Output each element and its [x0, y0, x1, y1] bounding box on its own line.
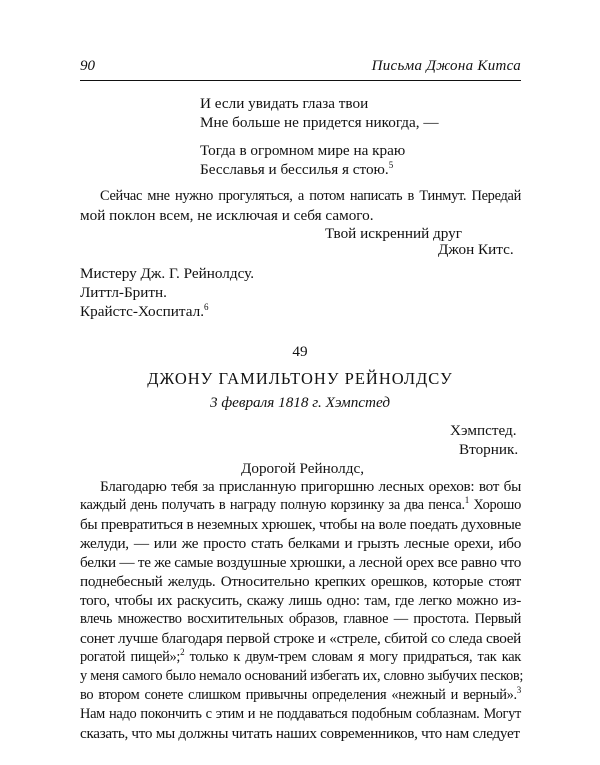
- weekday-line: Вторник.: [459, 441, 519, 458]
- greeting: Дорогой Рейнолдс,: [241, 460, 364, 477]
- body-line: сонет лучше благодаря первой строке и «стреле, сбитой со следа своей: [80, 630, 521, 647]
- body-line: сказать, что мы должны читать наших современников, что нам следует: [80, 725, 520, 742]
- signature: Джон Китс.: [438, 241, 514, 258]
- footnote-ref[interactable]: 6: [204, 302, 209, 312]
- body-line: желуди, — или же просто стать белками и грызть лесные орехи, ибо: [80, 535, 521, 552]
- body-line: Сейчас мне нужно прогуляться, а потом написать в Тинмут. Передай: [100, 188, 521, 204]
- poem-line: Тогда в огромном мире на краю: [200, 142, 406, 159]
- body-line: во втором сонете слишком привычны определения «нежный и верный».$^3$: [80, 685, 521, 703]
- footnote-ref[interactable]: 2: [180, 647, 185, 657]
- address-line: Мистеру Дж. Г. Рейнолдсу.: [80, 265, 254, 282]
- body-line: Благодарю тебя за присланную пригоршню лесных орехов: вот бы: [100, 478, 521, 495]
- body-line: каждый день получать в награду полную корзинку за два пенса.$^1$ Хорошо: [80, 495, 521, 513]
- body-line: бы превратиться в неземных хрюшек, чтобы на воле поедать духовные: [80, 516, 521, 533]
- page-number: 90: [80, 58, 95, 74]
- letter-number: 49: [292, 343, 308, 360]
- poem-line: Мне больше не придется никогда, —: [200, 114, 439, 131]
- closing: Твой искренний друг: [325, 225, 462, 242]
- footnote-ref[interactable]: 5: [388, 160, 394, 170]
- header-rule: [80, 80, 521, 81]
- body-line: того, чтобы их раскусить, скажу лишь одно: там, где легко можно из-: [80, 592, 521, 609]
- footnote-ref[interactable]: 1: [464, 495, 469, 505]
- letter-title: ДЖОНУ ГАМИЛЬТОНУ РЕЙНОЛДСУ: [147, 369, 453, 388]
- address-line: Литтл-Бритн.: [80, 284, 167, 301]
- running-header: [80, 58, 521, 82]
- body-line: у меня самого было немало оснований избегать их, словно зыбучих песков;: [80, 668, 524, 684]
- address-line: Крайстс-Хоспитал.$^6$: [80, 302, 209, 320]
- poem-line: И если увидать глаза твои: [200, 95, 369, 112]
- body-line: рогатой пищей»;$^2$ только к двум-трем словам я могу придраться, так как: [80, 647, 521, 665]
- running-title: Письма Джона Китса: [371, 58, 521, 74]
- letter-date: 3 февраля 1818 г. Хэмпстед: [209, 394, 391, 411]
- body-line: белки — те же самые воздушные хрюшки, а лесной орех все равно что: [80, 554, 521, 571]
- body-line: влечь множество восхитительных образов, главное — простота. Первый: [80, 611, 521, 627]
- body-line: мой поклон всем, не исключая и себя самого.: [80, 207, 374, 224]
- footnote-ref[interactable]: 3: [516, 685, 521, 695]
- poem-line: Бесславья и бессилья я стою.$^5$: [200, 160, 394, 178]
- body-line: поднебесный желудь. Относительно крепких орешков, которые стоят: [80, 573, 521, 590]
- body-line: Нам надо покончить с этим и не поддаваться подобным соблазнам. Могут: [80, 706, 521, 722]
- place-line: Хэмпстед.: [450, 422, 517, 439]
